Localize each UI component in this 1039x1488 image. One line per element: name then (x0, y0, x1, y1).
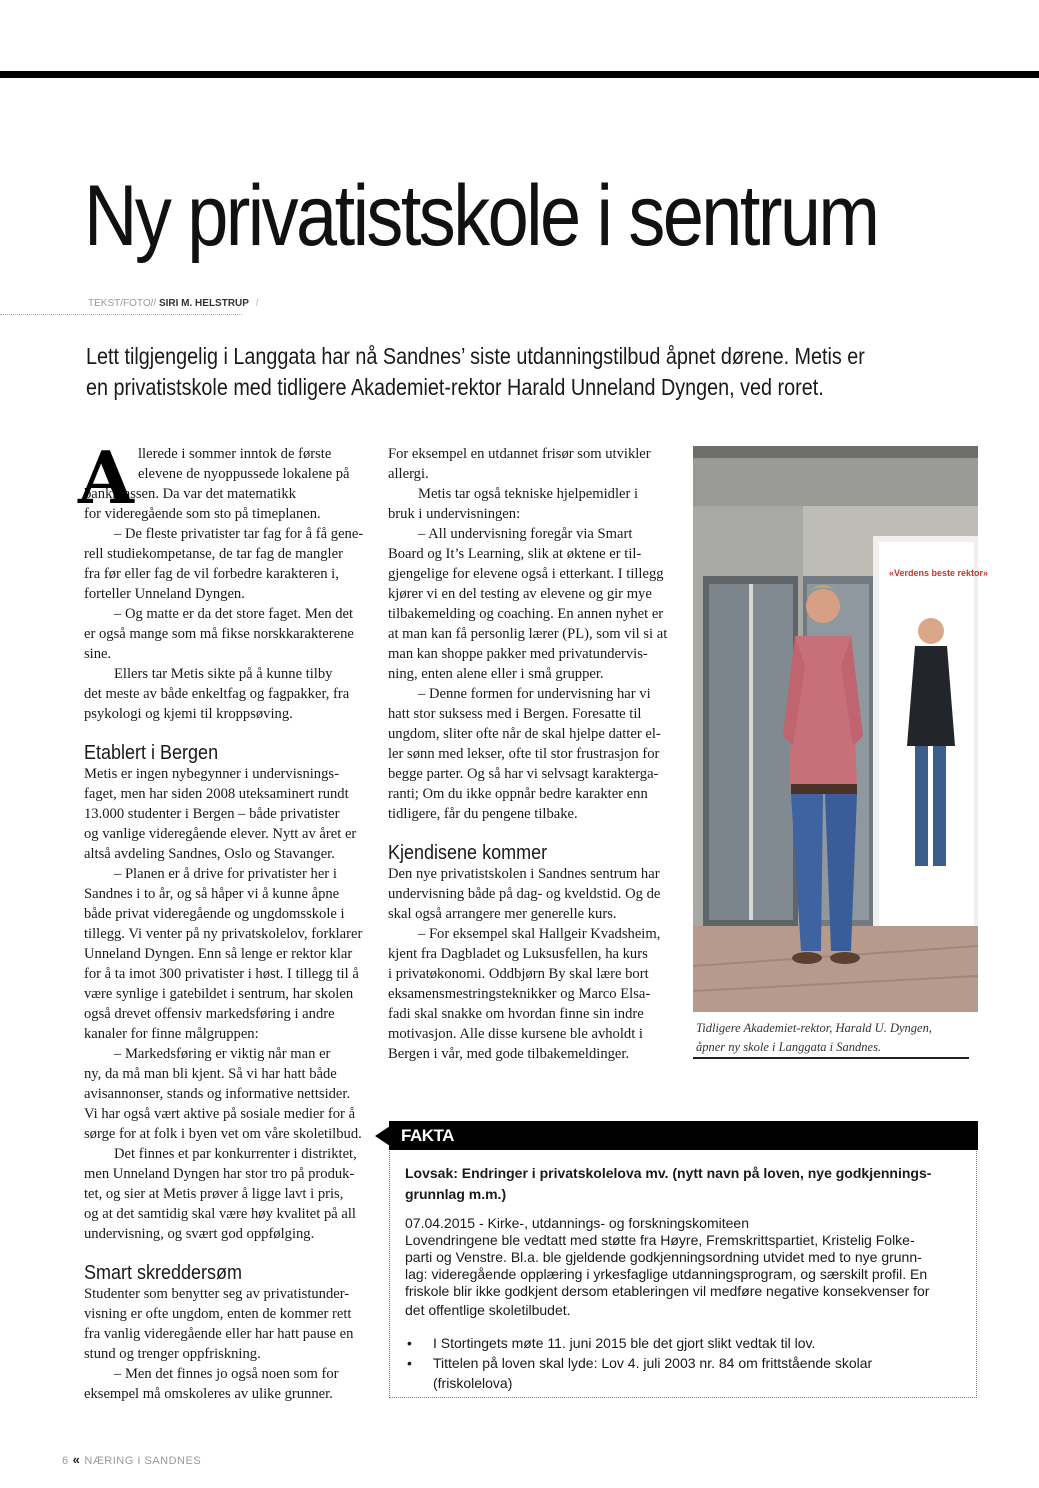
text-line: – Markedsføring er viktig når man er (114, 1046, 331, 1062)
text-line: ungdom, sliter ofte når de skal hjelpe datter el- (388, 726, 661, 742)
article-photo (693, 446, 989, 1012)
byline-divider (0, 314, 242, 315)
top-rule (0, 71, 1039, 78)
bullet-text: I Stortingets møte 11. juni 2015 ble det gjort slikt vedtak til lov. (433, 1335, 816, 1351)
paragraph (84, 1364, 364, 1404)
byline-author: SIRI M. HELSTRUP (158, 298, 249, 309)
text-line: fadi skal snakke om hvordan finne sin indre (388, 1006, 644, 1022)
text-line: sørge for at folk i byen vet om våre skoletilbud. (84, 1126, 362, 1142)
section-heading: Kjendisene kommer (388, 842, 548, 864)
text-line: eksempel må omskoleres av ulike grunner. (84, 1386, 333, 1402)
text-line: 13.000 studenter i Bergen – både privatister (84, 806, 340, 822)
text-line: i privatøkonomi. Oddbjørn By skal lære bort (388, 966, 649, 982)
text-line: altså avdeling Sandnes, Oslo og Stavanger. (84, 846, 335, 862)
text-line: tilbakemelding og coaching. En annen nyhet er (388, 606, 664, 622)
paragraph (388, 864, 668, 924)
text-line: man kan shoppe pakker med privatundervis- (388, 646, 648, 662)
chevron-left-icon: « (72, 1452, 81, 1467)
text-line: fra vanlig videregående eller har hatt pause en (84, 1326, 354, 1342)
fakta-title: Lovsak: Endringer i privatskolelova mv. (nytt navn på loven, nye godkjennings- (405, 1165, 932, 1181)
text-line: også drevet offensiv markedsføring i andre (84, 1006, 335, 1022)
text-line: undervisning, og svært god oppfølging. (84, 1226, 315, 1242)
text-line: sine. (84, 646, 112, 662)
text-line: Vi har også vært aktive på sosiale medier for å (84, 1106, 356, 1122)
text-line: er også mange som må fikse norskkarakterene (84, 626, 354, 642)
text-line: fra før eller fag de vil forbedre karakteren i, (84, 566, 339, 582)
text-line: For eksempel en utdannet frisør som utvikler (388, 446, 651, 462)
fakta-text: friskole blir ikke godkjent dersom etableringen vil medføre negative konsekvenser for (405, 1283, 930, 1299)
text-line: Den nye privatistskolen i Sandnes sentrum har (388, 866, 660, 882)
text-line: avisannonser, stands og informative nettsider. (84, 1086, 351, 1102)
text-line: ranti; Om du ikke oppnår bedre karakter enn (388, 786, 648, 802)
photo-illustration (693, 446, 989, 1012)
paragraph (388, 444, 668, 484)
text-line: skal også arrangere mer generelle kurs. (388, 906, 617, 922)
text-line: tidligere, får du pengene tilbake. (388, 806, 578, 822)
caption-line: Tidligere Akademiet-rektor, Harald U. Dyngen, (696, 1021, 932, 1035)
poster-text: «Verdens beste rektor» (889, 568, 989, 578)
text-line: – De fleste privatister tar fag for å få gene- (114, 526, 364, 542)
article-lead (86, 341, 865, 403)
paragraph (84, 764, 364, 864)
text-line: for å ta imot 300 privatister i høst. I tillegg til å (84, 966, 359, 982)
caption-line: åpner ny skole i Langgata i Sandnes. (696, 1040, 882, 1054)
paragraph (84, 524, 364, 604)
page-number: 6 (62, 1455, 69, 1467)
text-line: gjengelige for elevene også i etterkant. I tillegg (388, 566, 664, 582)
text-line: – Planen er å drive for privatister her i (114, 866, 337, 882)
text-line: undervisning både på dag- og kveldstid. Og de (388, 886, 661, 902)
fakta-text: det offentlige skoletilbudet. (405, 1302, 571, 1318)
fakta-label: FAKTA (401, 1126, 454, 1145)
fakta-text: lag: videregående opplæring i yrkesfaglige utdanningsprogram, og særskilt profil. En (405, 1266, 928, 1282)
fakta-title: grunnlag m.m.) (405, 1186, 507, 1202)
text-line: hatt stor suksess med i Bergen. Foresatte til (388, 706, 642, 722)
text-line: Unneland Dyngen. Enn så lenge er rektor klar (84, 946, 353, 962)
paragraph (388, 684, 668, 824)
article-title: Ny privatistskole i sentrum (84, 168, 878, 264)
text-line: tet, og sier at Metis prøver å ligge lavt i pris, (84, 1186, 344, 1202)
fakta-body (405, 1163, 965, 1393)
text-line: for videregående som sto på timeplanen. (84, 506, 321, 522)
text-line: og vanlige videregående elever. Nytt av året er (84, 826, 357, 842)
fakta-date: 07.04.2015 - Kirke-, utdannings- og forskningskomiteen (405, 1215, 749, 1231)
text-line: – For eksempel skal Hallgeir Kvadsheim, (418, 926, 661, 942)
photo-caption (696, 1019, 932, 1057)
fakta-bullet (405, 1353, 965, 1393)
text-line: begge parter. Og så har vi selvsagt karakterga- (388, 766, 659, 782)
text-line: – Men det finnes jo også noen som for (114, 1366, 339, 1382)
text-line: men Unneland Dyngen har stor tro på produk- (84, 1166, 355, 1182)
text-line: bankplassen. Da var det matematikk (84, 486, 296, 502)
text-line: – Denne formen for undervisning har vi (418, 686, 651, 702)
text-line: faget, men har siden 2008 uteksaminert rundt (84, 786, 349, 802)
text-line: motivasjon. Alle disse kursene ble avholdt i (388, 1026, 643, 1042)
paragraph (84, 1284, 364, 1364)
bullet-icon: • (407, 1355, 412, 1371)
fakta-arrow-icon (375, 1126, 390, 1146)
text-line: Det finnes et par konkurrenter i distriktet, (114, 1146, 357, 1162)
bullet-text: Tittelen på loven skal lyde: Lov 4. juli 2003 nr. 84 om frittstående skolar (433, 1355, 873, 1371)
text-line: Studenter som benytter seg av privatistunder- (84, 1286, 350, 1302)
section-name: NÆRING I SANDNES (84, 1455, 202, 1467)
text-line: ning, enten alene eller i små grupper. (388, 666, 604, 682)
text-line: visning er ofte ungdom, enten de kommer rett (84, 1306, 352, 1322)
section-heading: Smart skreddersøm (84, 1262, 243, 1284)
text-line: det meste av både enkeltfag og fagpakker, fra (84, 686, 350, 702)
drop-cap: A (78, 435, 134, 520)
text-line: Ellers tar Metis sikte på å kunne tilby (114, 666, 333, 682)
fakta-header (389, 1121, 978, 1150)
fakta-text: Lovendringene ble vedtatt med støtte fra Høyre, Fremskrittspartiet, Kristelig Folke- (405, 1232, 915, 1248)
byline (88, 298, 259, 309)
text-line: rell studiekompetanse, de tar fag de mangler (84, 546, 343, 562)
fakta-bullet (405, 1333, 965, 1353)
byline-prefix: TEKST/FOTO// (88, 298, 157, 309)
text-line: forteller Unneland Dyngen. (84, 586, 245, 602)
text-line: – All undervisning foregår via Smart (418, 526, 633, 542)
text-line: – Og matte er da det store faget. Men det (114, 606, 354, 622)
paragraph (78, 435, 364, 524)
text-line: og at det samtidig skal være høy kvalitet på all (84, 1206, 356, 1222)
paragraph (84, 864, 364, 1044)
text-line: psykologi og kjemi til kroppsøving. (84, 706, 293, 722)
paragraph (84, 1044, 364, 1144)
text-line: tillegg. Vi venter på ny privatskolelov, forklarer (84, 926, 363, 942)
paragraph (84, 604, 364, 664)
text-line: kjent fra Dagbladet og Luksusfellen, ha kurs (388, 946, 648, 962)
text-line: Metis er ingen nybegynner i undervisnings- (84, 766, 339, 782)
bullet-icon: • (407, 1335, 412, 1351)
text-line: Sandnes i to år, og så håper vi å kunne åpne (84, 886, 340, 902)
paragraph (84, 1144, 364, 1244)
text-line: ny, da må man bli kjent. Så vi har hatt både (84, 1066, 337, 1082)
text-line: llerede i sommer inntok de første (138, 446, 332, 462)
fakta-text: parti og Venstre. Bl.a. ble gjeldende godkjenningsordning utvidet med to nye grunn- (405, 1249, 922, 1265)
caption-divider (693, 1057, 969, 1059)
text-line: eksamensmestringsteknikker og Marco Elsa- (388, 986, 651, 1002)
body-column-1 (78, 435, 364, 1404)
lead-line: en privatistskole med tidligere Akademiet-rektor Harald Unneland Dyngen, ved roret. (86, 374, 824, 400)
text-line: bruk i undervisningen: (388, 506, 521, 522)
text-line: ler sønn med lekser, ofte til stor frustrasjon for (388, 746, 660, 762)
text-line: allergi. (388, 466, 429, 482)
paragraph (388, 924, 668, 1064)
text-line: kjører vi en del testing av elevene og gir mye (388, 586, 652, 602)
paragraph (388, 484, 668, 524)
bullet-text: (friskolelova) (433, 1375, 513, 1391)
text-line: elevene de nyoppussede lokalene på (138, 466, 350, 482)
text-line: Bergen i vår, med gode tilbakemeldinger. (388, 1046, 630, 1062)
text-line: Board og It’s Learning, slik at øktene er til- (388, 546, 642, 562)
paragraph (84, 664, 364, 724)
text-line: kanaler for finne målgruppen: (84, 1026, 259, 1042)
text-line: Metis tar også tekniske hjelpemidler i (418, 486, 639, 502)
text-line: at man kan få personlig lærer (PL), som vil si at (388, 626, 668, 642)
lead-line: Lett tilgjengelig i Langgata har nå Sandnes’ siste utdanningstilbud åpnet dørene. Metis er (86, 343, 865, 369)
page-footer (62, 1452, 201, 1467)
section-heading: Etablert i Bergen (84, 742, 219, 764)
text-line: både privat videregående og ungdomsskole i (84, 906, 345, 922)
byline-slash: / (255, 298, 259, 309)
paragraph (388, 524, 668, 684)
text-line: stund og trenger oppfriskning. (84, 1346, 261, 1362)
body-column-2 (388, 444, 668, 1064)
text-line: være synlige i gatebildet i sentrum, har skolen (84, 986, 354, 1002)
